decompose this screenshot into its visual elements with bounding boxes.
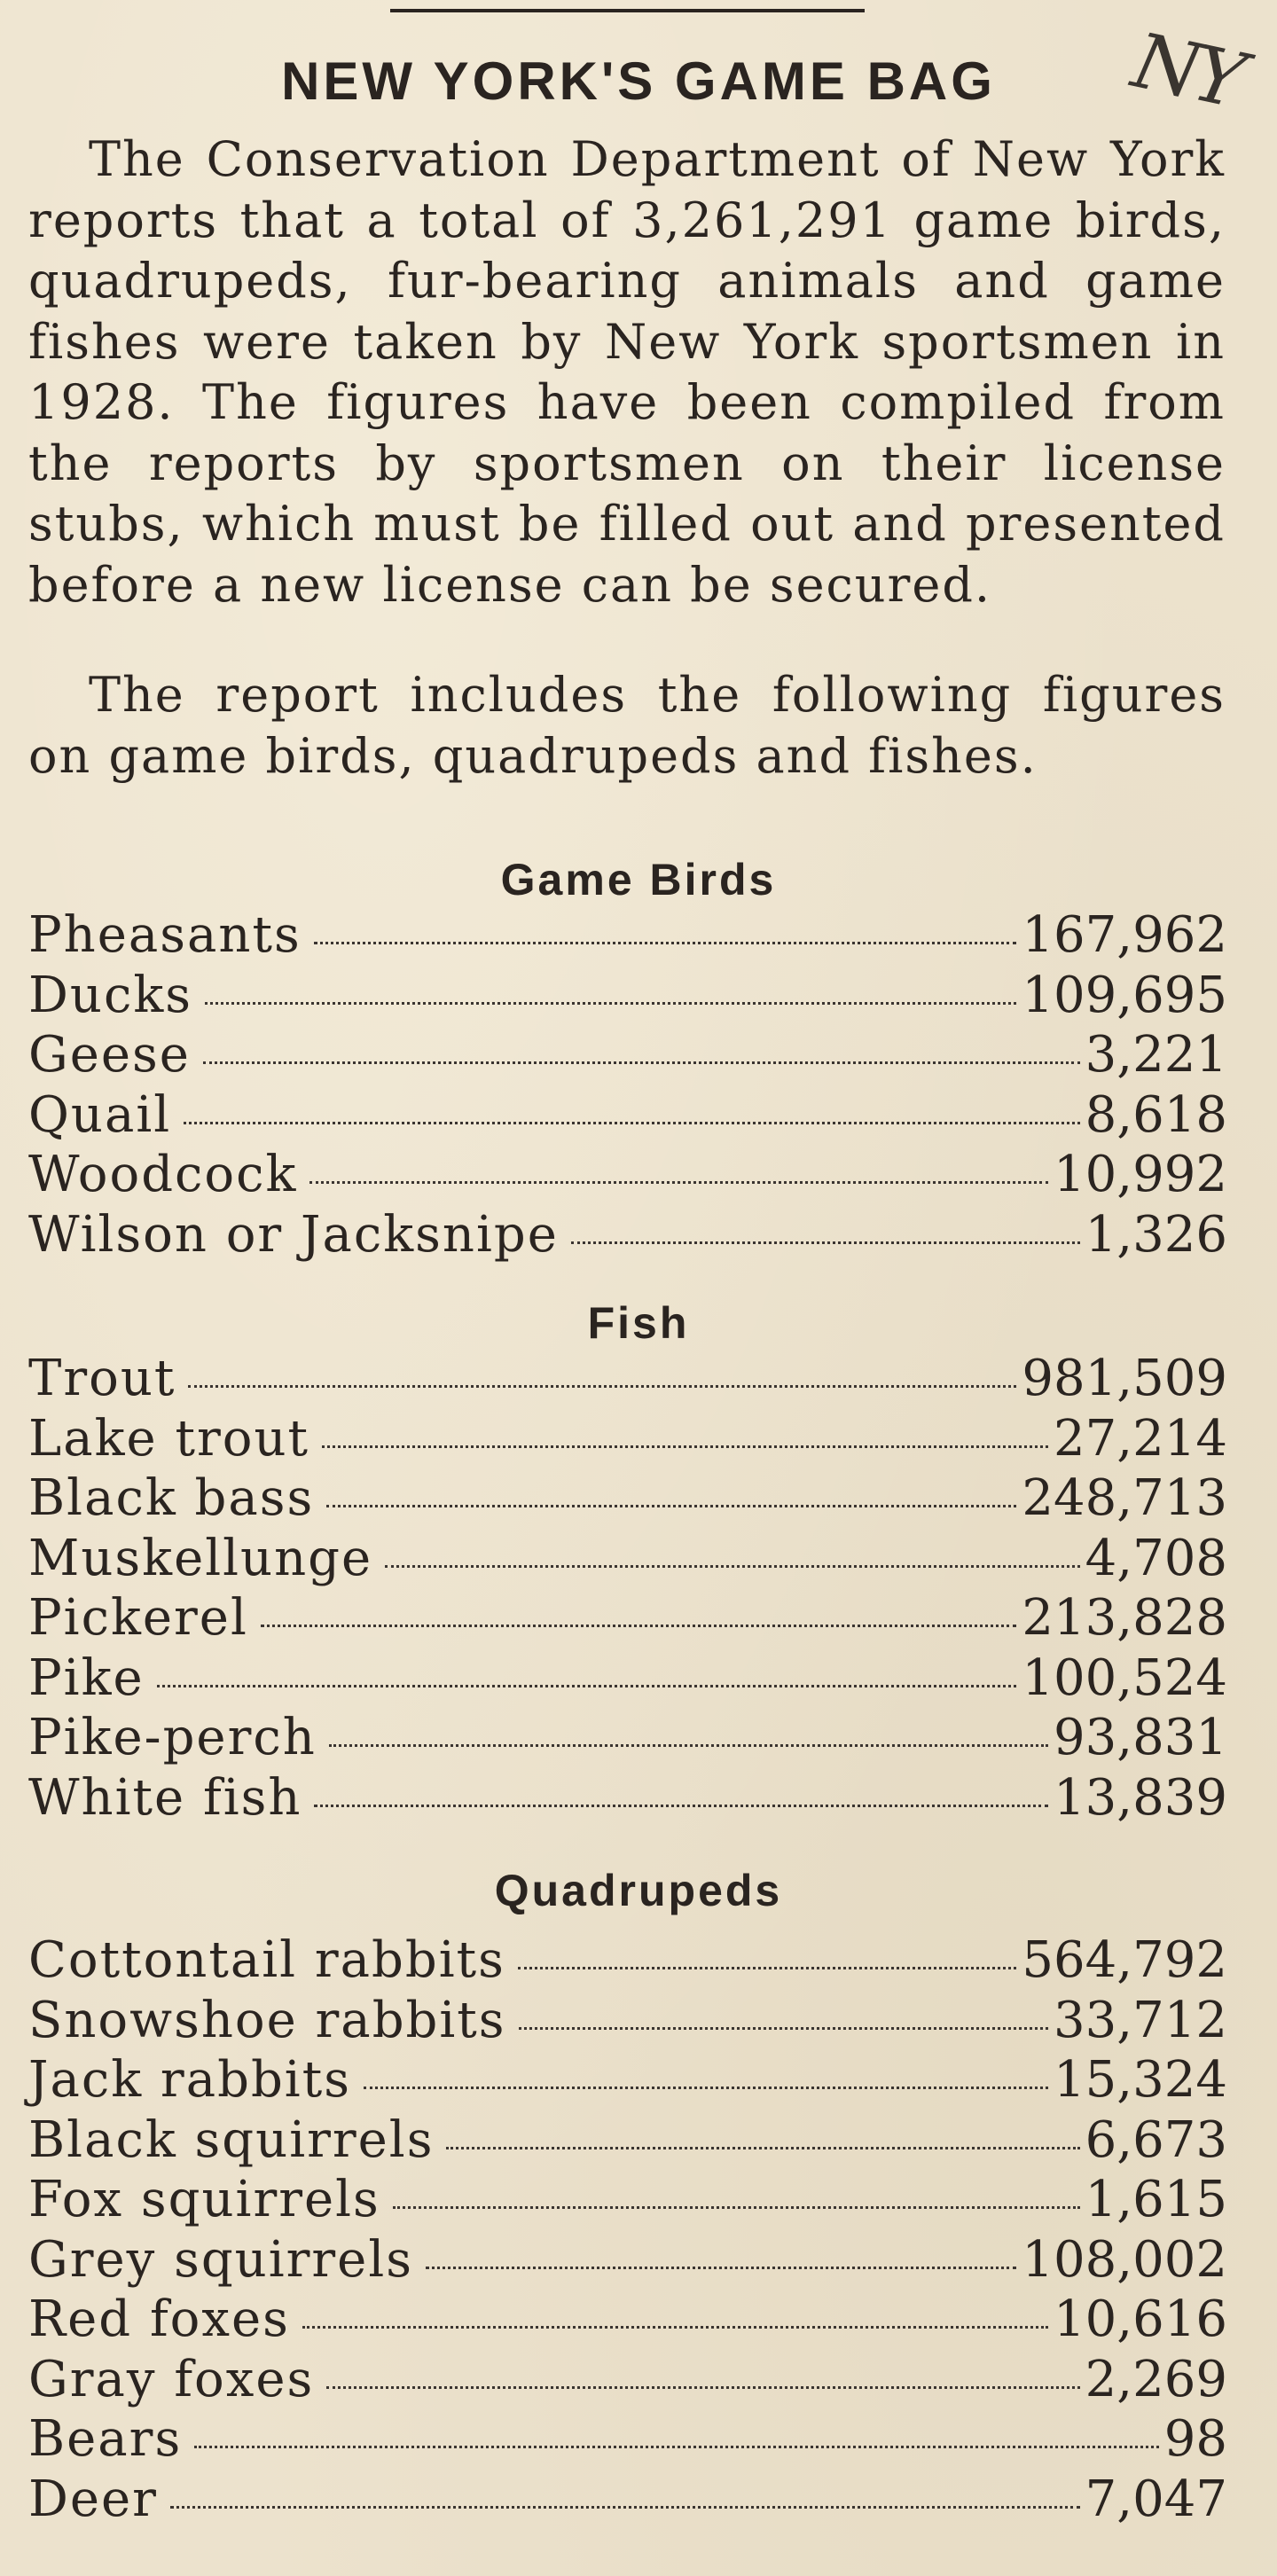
dot-leader [309,1181,1048,1184]
item-name: Deer [28,2470,158,2528]
dot-leader [302,2326,1048,2329]
item-count: 564,792 [1022,1931,1227,1989]
item-count: 7,047 [1085,2470,1227,2528]
item-name: Quail [28,1085,172,1144]
item-count: 4,708 [1085,1529,1227,1587]
item-name: Lake trout [28,1409,310,1468]
dot-leader [446,2147,1079,2149]
item-count: 8,618 [1085,1085,1227,1144]
item-name: Trout [28,1350,176,1407]
item-count: 10,616 [1054,2290,1227,2348]
dot-leader [184,1122,1079,1124]
intro-paragraph: The Conservation Department of New York reports that a total of 3,261,291 game birds, quadrupeds, fur-bearing animals and game fishes were taken by New York sportsmen in 1928. The figures have been compiled from the reports by sportsmen on their license stubs, which must be filled out and presented before a new license can be secured. [28,131,1226,613]
item-count: 13,839 [1054,1768,1227,1827]
dot-leader [261,1625,1017,1627]
item-name: Fox squirrels [28,2171,380,2228]
section-heading-game-birds: Game Birds [500,855,777,904]
item-name: Geese [28,1026,191,1084]
item-name: Black squirrels [28,2110,435,2169]
dot-leader [326,2386,1079,2389]
headline: NEW YORK'S GAME BAG [281,51,996,111]
item-count: 167,962 [1022,906,1227,964]
dot-leader [203,1061,1080,1064]
list-row [28,1349,1227,1409]
item-count: 981,509 [1022,1350,1227,1407]
item-name: Snowshoe rabbits [28,1991,506,2049]
list-row [28,2290,1227,2350]
top-rule [390,9,865,12]
list-row [28,2110,1227,2171]
item-name: Pheasants [28,906,302,964]
item-name: Pickerel [28,1589,248,1647]
list-row [28,1025,1227,1085]
section-heading-quadrupeds: Quadrupeds [494,1866,783,1915]
item-count: 3,221 [1085,1026,1227,1084]
item-count: 33,712 [1054,1991,1227,2049]
list-row [28,1409,1227,1469]
section-heading-fish: Fish [587,1298,690,1348]
item-name: Bears [28,2410,183,2468]
item-name: Pike [28,1648,145,1707]
dot-leader [519,2027,1049,2030]
list-row [28,1529,1227,1589]
item-count: 109,695 [1022,966,1227,1024]
item-count: 108,002 [1022,2230,1227,2289]
list-row [28,2470,1227,2530]
dot-leader [329,1744,1048,1747]
list-row [28,1930,1227,1991]
dot-leader [314,1805,1048,1807]
item-name: Grey squirrels [28,2230,413,2289]
dot-leader [194,2446,1159,2448]
item-count: 1,326 [1085,1205,1227,1264]
item-name: Wilson or Jacksnipe [28,1205,559,1264]
list-row [28,1145,1227,1205]
list-row [28,2409,1227,2470]
game-birds-list [28,905,1227,1265]
dot-leader [385,1565,1080,1568]
dot-leader [314,942,1017,944]
item-name: Gray foxes [28,2350,315,2408]
handwritten-annotation: NY [1124,16,1249,126]
fish-list [28,1349,1227,1828]
item-count: 6,673 [1085,2110,1227,2169]
item-name: Woodcock [28,1146,298,1203]
list-row [28,2350,1227,2410]
item-name: Muskellunge [28,1529,373,1587]
list-row [28,2170,1227,2230]
dot-leader [518,1967,1017,1969]
item-name: Jack rabbits [28,2051,351,2109]
dot-leader [205,1002,1016,1005]
item-count: 213,828 [1022,1589,1227,1647]
dot-leader [170,2506,1080,2509]
list-row [28,1468,1227,1529]
item-count: 98 [1163,2410,1227,2468]
item-count: 93,831 [1054,1709,1227,1766]
dot-leader [322,1445,1048,1448]
list-row [28,1085,1227,1146]
item-count: 100,524 [1022,1648,1227,1707]
item-name: Ducks [28,966,192,1024]
list-row [28,1991,1227,2051]
list-row [28,966,1227,1026]
quadrupeds-list [28,1930,1227,2529]
item-count: 15,324 [1054,2051,1227,2109]
report-paragraph: The report includes the following figures on game birds, quadrupeds and fishes. [28,667,1226,784]
list-row [28,1768,1227,1828]
item-name: Black bass [28,1469,315,1527]
item-name: Cottontail rabbits [28,1931,505,1989]
dot-leader [157,1685,1017,1687]
item-name: White fish [28,1768,302,1827]
dot-leader [393,2206,1080,2209]
dot-leader [326,1505,1016,1507]
list-row [28,2050,1227,2110]
item-name: Pike-perch [28,1709,317,1766]
dot-leader [188,1385,1016,1388]
item-count: 27,214 [1054,1409,1227,1468]
list-row [28,1205,1227,1265]
dot-leader [571,1241,1080,1244]
item-count: 1,615 [1085,2171,1227,2228]
dot-leader [364,2087,1048,2089]
item-count: 2,269 [1085,2350,1227,2408]
dot-leader [426,2267,1016,2269]
item-count: 10,992 [1054,1146,1227,1203]
item-count: 248,713 [1022,1469,1227,1527]
list-row [28,1708,1227,1768]
list-row [28,2230,1227,2290]
list-row [28,905,1227,966]
list-row [28,1648,1227,1709]
list-row [28,1588,1227,1648]
item-name: Red foxes [28,2290,290,2348]
